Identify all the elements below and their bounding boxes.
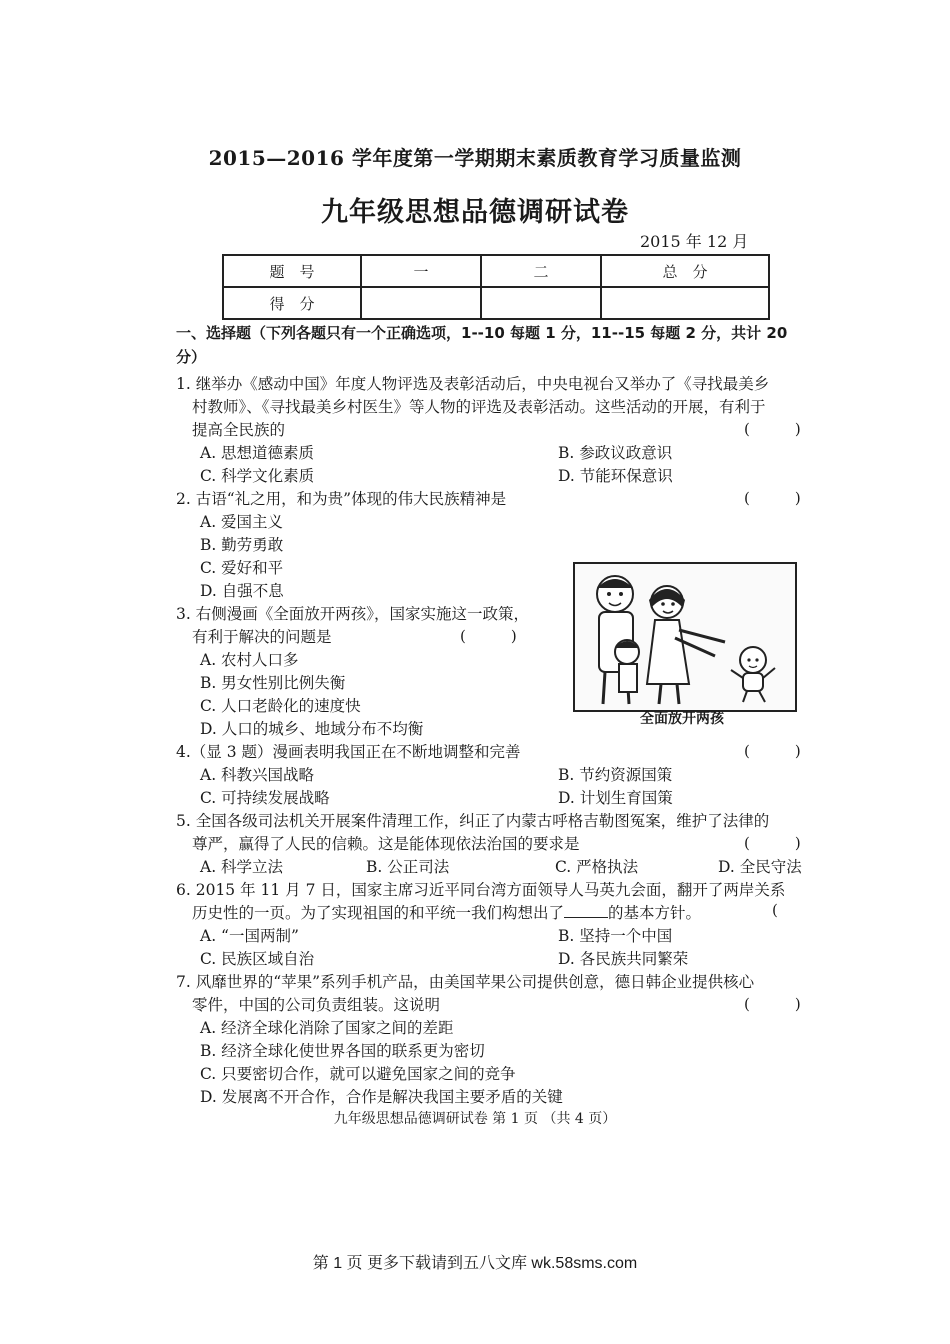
score-cell-value — [601, 287, 769, 319]
exam-header-line: 2015—2016 学年度第一学期期末素质教育学习质量监测 — [208, 146, 742, 170]
score-cell-part2: 二 — [481, 255, 601, 287]
score-cell-label: 得 分 — [223, 287, 361, 319]
option-a: A. 科教兴国战略 — [200, 766, 315, 784]
option-d: D. 全民守法 — [718, 858, 802, 876]
score-table-header-row — [223, 255, 769, 287]
score-table-value-row — [223, 287, 769, 319]
option-c: C. 严格执法 — [555, 858, 639, 876]
option-b: B. 经济全球化使世界各国的联系更为密切 — [200, 1042, 485, 1060]
question-1-line: 1. 继举办《感动中国》年度人物评选及表彰活动后，中央电视台又举办了《寻找最美乡 — [176, 375, 770, 393]
option-b: B. 公正司法 — [366, 858, 450, 876]
option-d: D. 发展离不开合作，合作是解决我国主要矛盾的关键 — [200, 1088, 563, 1106]
option-d: D. 节能环保意识 — [558, 467, 673, 485]
option-b: B. 参政议政意识 — [558, 444, 673, 462]
option-a: A. 思想道德素质 — [200, 444, 315, 462]
answer-blank: ( ) — [744, 995, 801, 1013]
option-b: B. 勤劳勇敢 — [200, 536, 284, 554]
score-cell-label: 题 号 — [223, 255, 361, 287]
question-1-line: 提高全民族的 — [192, 421, 286, 439]
option-b: B. 男女性别比例失衡 — [200, 674, 346, 692]
question-6-text: 历史性的一页。为了实现祖国的和平统一我们构想出了 — [192, 904, 565, 922]
option-b: B. 坚持一个中国 — [558, 927, 673, 945]
question-2-line: 2. 古语“礼之用，和为贵”体现的伟大民族精神是 — [176, 490, 507, 508]
question-3-line: 有利于解决的问题是 — [192, 628, 332, 646]
question-7-line: 零件，中国的公司负责组装。这说明 — [192, 996, 441, 1014]
option-d: D. 计划生育国策 — [558, 789, 673, 807]
answer-blank: ( ) — [744, 834, 801, 852]
answer-blank: ( ) — [744, 742, 801, 760]
fill-in-blank — [564, 903, 608, 918]
option-c: C. 爱好和平 — [200, 559, 284, 577]
score-cell-value — [481, 287, 601, 319]
page-footer: 九年级思想品德调研试卷 第 1 页 （共 4 页） — [333, 1111, 617, 1127]
cartoon-drawing — [575, 564, 795, 710]
option-d: D. 各民族共同繁荣 — [558, 950, 689, 968]
score-cell-value — [361, 287, 481, 319]
option-c: C. 只要密切合作，就可以避免国家之间的竞争 — [200, 1065, 516, 1083]
option-b: B. 节约资源国策 — [558, 766, 673, 784]
question-5-line: 5. 全国各级司法机关开展案件清理工作，纠正了内蒙古呼格吉勒图冤案，维护了法律的 — [176, 812, 770, 830]
question-6-text: 的基本方针。 — [608, 904, 702, 922]
question-6-line — [192, 901, 701, 923]
question-5-line: 尊严，赢得了人民的信赖。这是能体现依法治国的要求是 — [192, 835, 580, 853]
answer-blank: ( ) — [460, 627, 517, 645]
download-note: 第 1 页 更多下载请到五八文库 wk.58sms.com — [312, 1255, 638, 1272]
score-cell-part1: 一 — [361, 255, 481, 287]
question-7-line: 7. 风靡世界的“苹果”系列手机产品，由美国苹果公司提供创意，德日韩企业提供核心 — [176, 973, 755, 991]
option-a: A. 经济全球化消除了国家之间的差距 — [200, 1019, 454, 1037]
option-a: A. 科学立法 — [200, 858, 284, 876]
question-4-line: 4.（显 3 题）漫画表明我国正在不断地调整和完善 — [176, 743, 521, 761]
option-c: C. 民族区域自治 — [200, 950, 315, 968]
option-c: C. 人口老龄化的速度快 — [200, 697, 361, 715]
option-c: C. 科学文化素质 — [200, 467, 315, 485]
question-1-line: 村教师》、《寻找最美乡村医生》等人物的评选及表彰活动。这些活动的开展，有利于 — [192, 398, 766, 416]
question-6-line: 6. 2015 年 11 月 7 日，国家主席习近平同台湾方面领导人马英九会面，翻开了两岸关系 — [176, 881, 786, 899]
option-a: A. “一国两制” — [200, 927, 299, 945]
question-3-line: 3. 右侧漫画《全面放开两孩》，国家实施这一政策， — [176, 605, 529, 623]
exam-title: 九年级思想品德调研试卷 — [321, 197, 629, 228]
answer-blank: ( — [772, 901, 778, 919]
option-d: D. 自强不息 — [200, 582, 284, 600]
answer-blank: ( ) — [744, 489, 801, 507]
exam-date: 2015 年 12 月 — [640, 232, 749, 251]
option-a: A. 爱国主义 — [200, 513, 284, 531]
score-cell-total: 总 分 — [601, 255, 769, 287]
answer-blank: ( ) — [744, 420, 801, 438]
section-heading-cont: 分） — [176, 348, 207, 366]
cartoon-caption: 全面放开两孩 — [640, 711, 724, 727]
option-a: A. 农村人口多 — [200, 651, 299, 669]
option-c: C. 可持续发展战略 — [200, 789, 330, 807]
cartoon-illustration — [573, 562, 797, 712]
section-heading: 一、选择题（下列各题只有一个正确选项，1--10 每题 1 分，11--15 每题 2 分，共计 20 — [176, 324, 788, 342]
score-table — [222, 254, 770, 320]
option-d: D. 人口的城乡、地域分布不均衡 — [200, 720, 424, 738]
